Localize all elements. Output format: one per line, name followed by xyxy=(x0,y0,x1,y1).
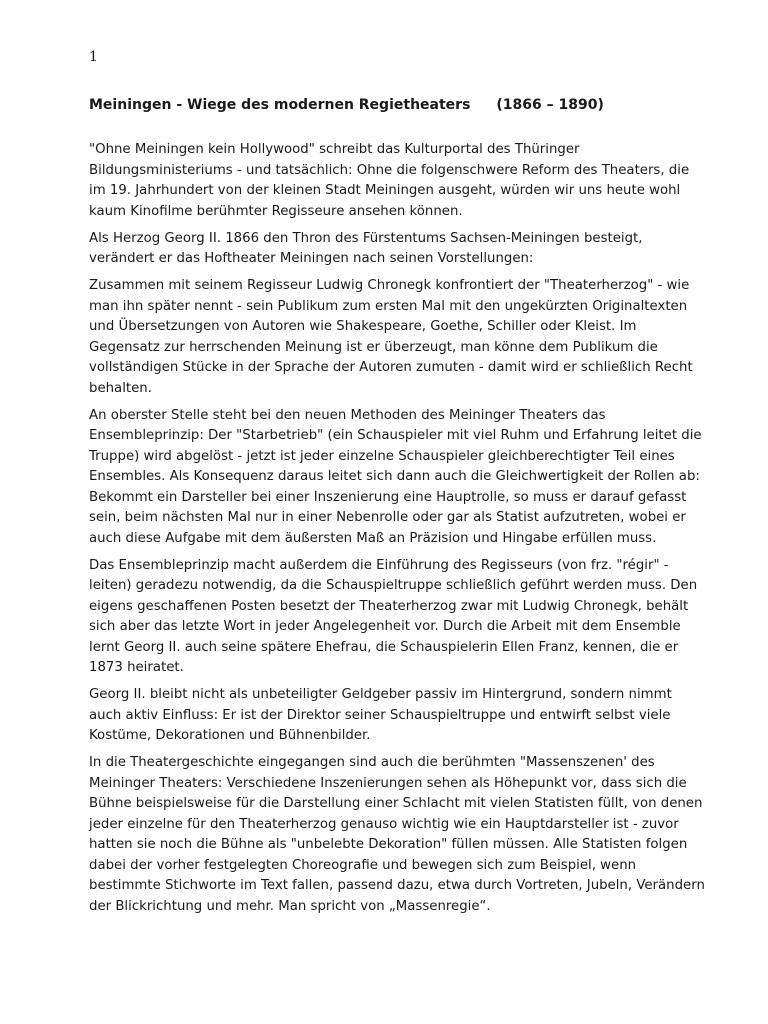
paragraph-3: Zusammen mit seinem Regisseur Ludwig Chronegk konfrontiert der "Theaterherzog" - wie man ihn später nennt - sein Publikum zum ersten Mal mit den ungekürzten Originaltexten und Übersetzungen von Autoren wie Shakespeare, Goethe, Schiller oder Kleist. Im Gegensatz zur herrschenden Meinung ist er überzeugt, man könne dem Publikum die vollständigen Stücke in der Sprache der Autoren zumuten - damit wird er schließlich Recht behalten. xyxy=(89,278,693,396)
paragraph-2: Als Herzog Georg II. 1866 den Thron des Fürstentums Sachsen-Meiningen besteigt, verändert er das Hoftheater Meiningen nach seinen Vorstellungen: xyxy=(89,230,643,266)
page-number: 1 xyxy=(89,49,98,65)
title-years: (1866 – 1890) xyxy=(496,97,604,113)
paragraph-7: In die Theatergeschichte eingegangen sind auch die berühmten "Massenszenen' des Meininger Theaters: Verschiedene Inszenierungen sehen als Höhepunkt vor, dass sich die Bühne beispielsweise für die Darstellung einer Schlacht mit vielen Statisten füllt, von denen jeder einzelne für den Theaterherzog genauso wichtig wie ein Hauptdarsteller ist - zuvor hatten sie noch die Bühne als "unbelebte Dekoration" füllen müssen. Alle Statisten folgen dabei der vorher festgelegten Choreografie und bewegen sich zum Beispiel, wenn bestimmte Stichworte im Text fallen, passend dazu, etwa durch Vortreten, Jubeln, Verändern der Blickrichtung und mehr. Man spricht von „Massenregie“. xyxy=(89,755,705,914)
paragraph-1: "Ohne Meiningen kein Hollywood" schreibt das Kulturportal des Thüringer Bildungsministeriums - und tatsächlich: Ohne die folgenschwere Reform des Theaters, die im 19. Jahrhundert von der kleinen Stadt Meiningen ausgeht, würden wir uns heute wohl kaum Kinofilme berühmter Regisseure ansehen können. xyxy=(89,142,690,219)
paragraph-6: Georg II. bleibt nicht als unbeteiligter Geldgeber passiv im Hintergrund, sondern nimmt auch aktiv Einfluss: Er ist der Direktor seiner Schauspieltruppe und entwirft selbst viele Kostüme, Dekorationen und Bühnenbilder. xyxy=(89,687,672,743)
page-title xyxy=(89,96,708,114)
paragraph-4: An oberster Stelle steht bei den neuen Methoden des Meininger Theaters das Ensembleprinzip: Der "Starbetrieb" (ein Schauspieler mit viel Ruhm und Erfahrung leitet die Truppe) wird abgelöst - jetzt ist jeder einzelne Schauspieler gleichberechtigter Teil eines Ensembles. Als Konsequenz daraus leitet sich dann auch die Gleichwertigkeit der Rollen ab: Bekommt ein Darsteller bei einer Inszenierung eine Hauptrolle, so muss er darauf gefasst sein, beim nächsten Mal nur in einer Nebenrolle oder gar als Statist aufzutreten, wobei er auch diese Aufgabe mit dem äußersten Maß an Präzision und Hingabe erfüllen muss. xyxy=(89,407,702,546)
body-text xyxy=(89,140,708,917)
paragraph-5: Das Ensembleprinzip macht außerdem die Einführung des Regisseurs (von frz. "régir" -leiten) geradezu notwendig, da die Schauspieltruppe schließlich geführt werden muss. Den eigens geschaffenen Posten besetzt der Theaterherzog zwar mit Ludwig Chronegk, behält sich aber das letzte Wort in jeder Angelegenheit vor. Durch die Arbeit mit dem Ensemble lernt Georg II. auch seine spätere Ehefrau, die Schauspielerin Ellen Franz, kennen, die er 1873 heiratet. xyxy=(89,557,698,675)
title-main: Meiningen - Wiege des modernen Regietheaters xyxy=(89,97,471,113)
